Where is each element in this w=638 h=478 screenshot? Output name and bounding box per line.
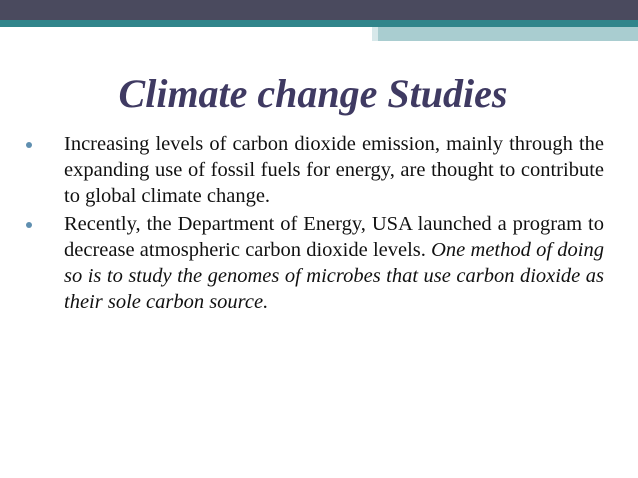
header-bar-teal	[0, 20, 638, 27]
bullet-text: Increasing levels of carbon dioxide emission, mainly through the expanding use of fossil fuels for energy, are thought to contribute to global climate change.	[64, 133, 604, 207]
bullet-list	[26, 131, 604, 317]
slide-title: Climate change Studies	[118, 71, 508, 116]
bullet-dot-icon	[26, 142, 32, 148]
header-bar-dark	[0, 0, 638, 20]
header-bar-accent	[378, 27, 638, 41]
bullet-text-italic: One method of doing so is to study the genomes of microbes that use carbon dioxide as their sole carbon source.	[64, 239, 604, 313]
bullet-dot-icon	[26, 222, 32, 228]
bullet-text: Recently, the Department of Energy, USA launched a program to decrease atmospheric carbon dioxide levels.	[64, 213, 604, 261]
bullet-item	[26, 211, 604, 315]
bullet-item	[26, 131, 604, 209]
